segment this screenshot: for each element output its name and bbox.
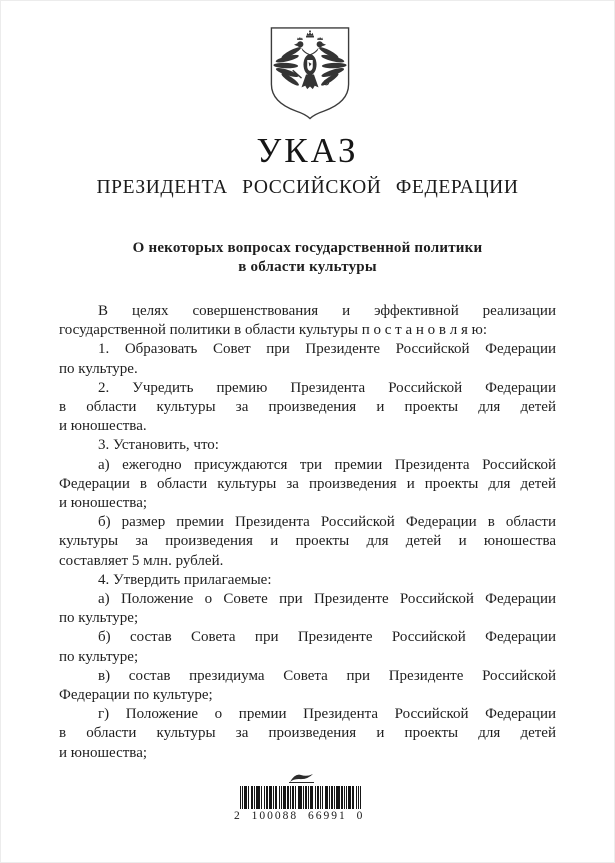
body-line: по культуре; <box>59 610 139 627</box>
decree-body <box>59 302 556 763</box>
body-line: и юношества; <box>59 744 148 761</box>
body-line: в) состав президиума Совета при Президенте Российской <box>98 667 556 684</box>
subject-line-2: в области культуры <box>238 258 377 275</box>
body-line: составляет 5 млн. рублей. <box>59 552 224 569</box>
body-line: и юношества. <box>59 418 147 435</box>
issuer-title: ПРЕЗИДЕНТА РОССИЙСКОЙ ФЕДЕРАЦИИ <box>96 177 519 198</box>
body-line: В целях совершенствования и эффективной реализации <box>98 303 556 319</box>
barcode-icon <box>240 786 362 809</box>
body-line: в области культуры за произведения и проекты для детей <box>59 399 556 416</box>
double-headed-eagle-icon <box>270 27 350 120</box>
body-line: Федерации в области культуры за произведения и проекты для детей <box>59 475 556 492</box>
body-line: а) Положение о Совете при Президенте Российской Федерации <box>98 591 556 608</box>
body-line: по культуре; <box>59 648 139 665</box>
barcode-area <box>0 770 615 830</box>
body-line: б) состав Совета при Президенте Российской Федерации <box>98 629 556 646</box>
body-line: по культуре. <box>59 360 138 377</box>
body-line: и юношества; <box>59 495 148 512</box>
body-line: а) ежегодно присуждаются три премии Президента Российской <box>98 456 556 473</box>
publisher-mark-icon <box>287 771 317 785</box>
body-line: 1. Образовать Совет при Президенте Российской Федерации <box>98 341 556 358</box>
barcode-digits: 2 100088 66991 0 <box>234 810 365 822</box>
body-line: культуры за произведения и проекты для детей и юношества <box>59 533 556 550</box>
subject-heading <box>0 239 615 276</box>
body-line: 3. Установить, что: <box>98 437 219 454</box>
body-line: б) размер премии Президента Российской Федерации в области <box>98 514 556 531</box>
body-line: 4. Утвердить прилагаемые: <box>98 571 272 588</box>
subject-line-1: О некоторых вопросах государственной политики <box>132 240 483 256</box>
coat-of-arms <box>270 27 350 120</box>
body-line: в области культуры за произведения и проекты для детей <box>59 725 556 742</box>
document-title: УКАЗ <box>256 131 359 170</box>
body-line: 2. Учредить премию Президента Российской Федерации <box>98 379 556 396</box>
body-line: Федерации по культуре; <box>59 687 213 704</box>
body-line: г) Положение о премии Президента Российской Федерации <box>98 706 556 723</box>
body-line: государственной политики в области культуры п о с т а н о в л я ю: <box>59 322 487 339</box>
